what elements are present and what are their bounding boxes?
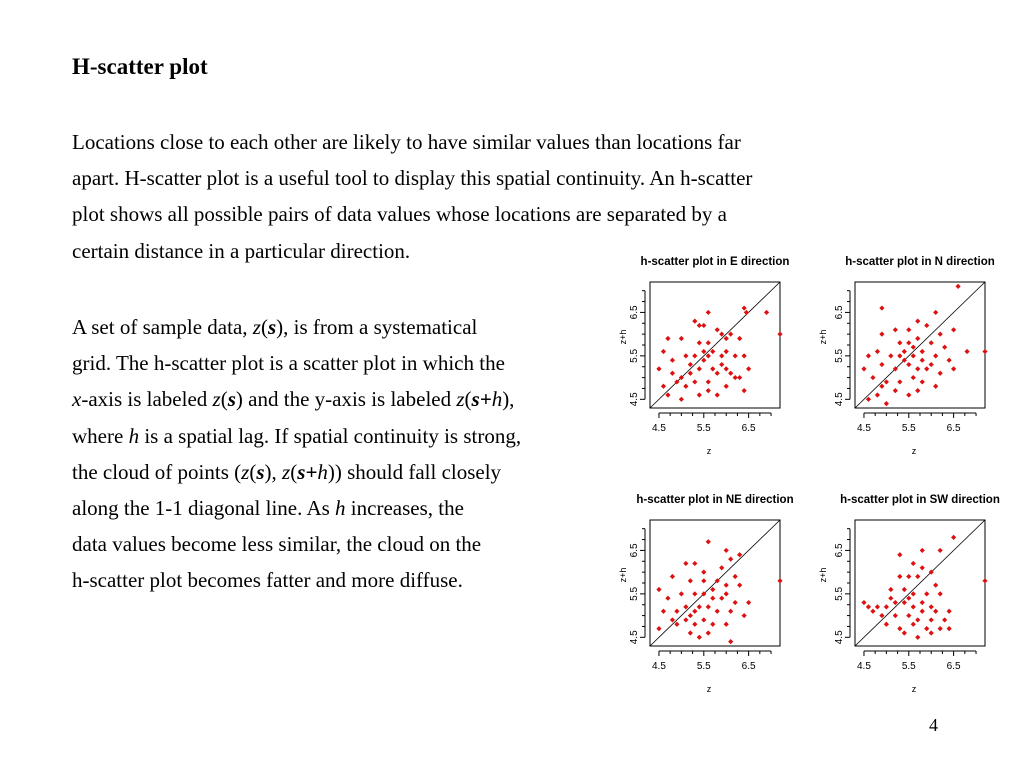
text-run: z <box>282 459 291 484</box>
data-point <box>947 609 952 614</box>
data-point <box>911 604 916 609</box>
data-point <box>737 375 742 380</box>
data-point <box>701 358 706 363</box>
chart-title: h-scatter plot in E direction <box>640 256 790 268</box>
chart-title: h-scatter plot in NE direction <box>636 494 794 506</box>
data-point <box>692 353 697 358</box>
x-tick-label: 5.5 <box>901 661 916 672</box>
text-run: h <box>317 459 328 484</box>
data-point <box>710 596 715 601</box>
data-point <box>665 596 670 601</box>
data-point <box>906 362 911 367</box>
data-point <box>706 310 711 315</box>
data-point <box>742 353 747 358</box>
data-point <box>670 574 675 579</box>
data-point <box>884 622 889 627</box>
data-point <box>692 561 697 566</box>
data-point <box>902 600 907 605</box>
text-run: is a spatial lag. If spatial continuity is strong, <box>139 423 522 448</box>
data-point <box>866 604 871 609</box>
x-axis-label: z <box>911 684 917 694</box>
data-point <box>764 310 769 315</box>
data-point <box>724 366 729 371</box>
data-point <box>884 604 889 609</box>
data-point <box>724 384 729 389</box>
x-tick-label: 6.5 <box>741 661 756 672</box>
data-point <box>924 591 929 596</box>
h-scatter-panel <box>818 494 1000 694</box>
text-run: -axis is labeled <box>81 387 213 412</box>
data-point <box>697 340 702 345</box>
data-point <box>701 349 706 354</box>
data-point <box>719 332 724 337</box>
data-point <box>920 349 925 354</box>
x-tick-label: 4.5 <box>652 661 666 672</box>
data-point <box>670 617 675 622</box>
text-run: ( <box>220 387 228 412</box>
data-point <box>746 600 751 605</box>
data-point <box>947 626 952 631</box>
data-point <box>679 336 684 341</box>
text-run: A set of sample data, <box>72 315 253 339</box>
data-point <box>902 630 907 635</box>
y-tick-label: 4.5 <box>834 630 845 645</box>
data-point <box>938 626 943 631</box>
data-point <box>688 362 693 367</box>
data-point <box>897 340 902 345</box>
data-point <box>897 626 902 631</box>
text-run: s+ <box>471 387 492 412</box>
data-point <box>915 319 920 324</box>
data-point <box>906 392 911 397</box>
data-point <box>724 591 729 596</box>
data-point <box>861 366 866 371</box>
data-point <box>884 401 889 406</box>
data-point <box>906 574 911 579</box>
chart-title: h-scatter plot in N direction <box>845 256 995 268</box>
text-run: z <box>456 387 465 412</box>
data-point <box>920 548 925 553</box>
data-point <box>915 574 920 579</box>
text-run: h <box>128 423 140 448</box>
diagonal-line <box>650 282 780 408</box>
data-point <box>701 578 706 583</box>
data-point <box>737 336 742 341</box>
data-point <box>906 596 911 601</box>
data-point <box>875 392 880 397</box>
data-point <box>888 587 893 592</box>
y-tick-label: 5.5 <box>834 586 845 601</box>
text-run: ( <box>260 315 268 339</box>
data-point <box>683 561 688 566</box>
diagonal-line <box>650 520 780 646</box>
data-point <box>879 332 884 337</box>
data-point <box>897 353 902 358</box>
text-run: ) and the y-axis is labeled <box>235 387 457 412</box>
data-point <box>906 327 911 332</box>
data-point <box>692 622 697 627</box>
data-point <box>938 371 943 376</box>
data-point <box>661 609 666 614</box>
data-point <box>893 388 898 393</box>
data-point <box>706 630 711 635</box>
y-tick-label: 5.5 <box>834 348 845 363</box>
data-point <box>893 600 898 605</box>
data-point <box>982 578 987 583</box>
data-point <box>688 630 693 635</box>
text-run: data values become less similar, the cloud on the <box>72 532 482 557</box>
data-point <box>902 587 907 592</box>
data-point <box>933 583 938 588</box>
data-point <box>742 305 747 310</box>
data-point <box>706 539 711 544</box>
data-point <box>942 345 947 350</box>
data-point <box>656 587 661 592</box>
x-tick-label: 6.5 <box>946 423 961 434</box>
y-axis-label: z+h <box>618 329 628 345</box>
data-point <box>982 349 987 354</box>
text-run: grid. The h-scatter plot is a scatter plot in which the <box>72 351 505 376</box>
data-point <box>866 397 871 402</box>
y-axis-label: z+h <box>818 567 828 583</box>
data-point <box>670 371 675 376</box>
data-point <box>710 349 715 354</box>
text-run: s <box>267 315 277 339</box>
data-point <box>706 388 711 393</box>
h-scatter-panel <box>818 256 995 456</box>
data-point <box>929 340 934 345</box>
data-point <box>746 366 751 371</box>
data-point <box>706 353 711 358</box>
data-point <box>920 379 925 384</box>
text-run: h-scatter plot becomes fatter and more diffuse. <box>72 568 463 593</box>
y-tick-label: 6.5 <box>834 305 845 320</box>
y-axis-label: z+h <box>818 329 828 345</box>
text-run: z <box>241 459 250 484</box>
data-point <box>728 371 733 376</box>
data-point <box>875 604 880 609</box>
data-point <box>906 340 911 345</box>
text-run: ( <box>290 459 298 484</box>
data-point <box>715 609 720 614</box>
data-point <box>674 622 679 627</box>
data-point <box>692 319 697 324</box>
data-point <box>933 353 938 358</box>
data-point <box>897 552 902 557</box>
data-point <box>692 379 697 384</box>
intro-line: apart. H-scatter plot is a useful tool to display this spatial continuity. An h-scatter <box>72 166 753 191</box>
text-run: ( <box>464 387 472 412</box>
data-point <box>733 574 738 579</box>
data-point <box>670 358 675 363</box>
data-point <box>710 587 715 592</box>
x-tick-label: 5.5 <box>696 661 711 672</box>
data-point <box>920 565 925 570</box>
data-point <box>701 323 706 328</box>
data-point <box>665 392 670 397</box>
h-scatter-panel <box>618 256 789 456</box>
text-run: ( <box>249 459 257 484</box>
data-point <box>706 604 711 609</box>
data-point <box>929 604 934 609</box>
data-point <box>697 604 702 609</box>
diagonal-line <box>855 282 985 408</box>
data-point <box>866 353 871 358</box>
data-point <box>710 622 715 627</box>
data-point <box>661 384 666 389</box>
data-point <box>728 332 733 337</box>
data-point <box>933 384 938 389</box>
y-axis-label: z+h <box>618 567 628 583</box>
data-point <box>915 388 920 393</box>
data-point <box>656 366 661 371</box>
x-tick-label: 4.5 <box>857 661 871 672</box>
data-point <box>893 613 898 618</box>
x-axis-label: z <box>911 446 917 456</box>
y-tick-label: 4.5 <box>629 392 640 407</box>
data-point <box>929 617 934 622</box>
text-run: increases, the <box>345 496 464 521</box>
data-point <box>911 345 916 350</box>
data-point <box>656 626 661 631</box>
text-run: ), <box>264 459 283 484</box>
text-run: s <box>227 387 236 412</box>
data-point <box>884 379 889 384</box>
text-run: x <box>72 387 82 412</box>
data-point <box>719 362 724 367</box>
chart-title: h-scatter plot in SW direction <box>840 494 1000 506</box>
intro-line: Locations close to each other are likely to have similar values than locations far <box>72 130 741 154</box>
data-point <box>951 327 956 332</box>
y-tick-label: 6.5 <box>629 305 640 320</box>
data-point <box>964 349 969 354</box>
data-point <box>897 379 902 384</box>
data-point <box>924 626 929 631</box>
data-point <box>951 535 956 540</box>
data-point <box>933 310 938 315</box>
data-point <box>692 591 697 596</box>
data-point <box>737 583 742 588</box>
data-point <box>728 557 733 562</box>
data-point <box>733 375 738 380</box>
text-run: h <box>491 387 503 412</box>
data-point <box>924 323 929 328</box>
data-point <box>870 375 875 380</box>
data-point <box>888 596 893 601</box>
data-point <box>951 366 956 371</box>
data-point <box>733 600 738 605</box>
data-point <box>911 375 916 380</box>
x-tick-label: 4.5 <box>652 423 666 434</box>
text-run: z <box>212 387 221 412</box>
data-point <box>683 617 688 622</box>
data-point <box>902 349 907 354</box>
y-tick-label: 5.5 <box>629 586 640 601</box>
data-point <box>915 635 920 640</box>
y-tick-label: 4.5 <box>834 392 845 407</box>
y-tick-label: 6.5 <box>629 543 640 558</box>
data-point <box>728 609 733 614</box>
data-point <box>911 561 916 566</box>
text-run: ), <box>502 387 515 412</box>
data-point <box>683 353 688 358</box>
data-point <box>724 548 729 553</box>
text-run: along the 1-1 diagonal line. As <box>72 496 336 521</box>
diagonal-line <box>855 520 985 646</box>
data-point <box>947 358 952 363</box>
data-point <box>683 604 688 609</box>
data-point <box>688 371 693 376</box>
data-point <box>724 336 729 341</box>
data-point <box>915 336 920 341</box>
data-point <box>879 613 884 618</box>
text-run: s+ <box>297 459 318 484</box>
x-tick-label: 6.5 <box>946 661 961 672</box>
data-point <box>701 570 706 575</box>
data-point <box>911 622 916 627</box>
data-point <box>920 358 925 363</box>
data-point <box>661 349 666 354</box>
data-point <box>715 392 720 397</box>
x-tick-label: 4.5 <box>857 423 871 434</box>
text-run: s <box>256 459 265 484</box>
intro-line: certain distance in a particular direction. <box>72 238 411 263</box>
data-point <box>724 349 729 354</box>
data-point <box>897 574 902 579</box>
y-tick-label: 4.5 <box>629 630 640 645</box>
data-point <box>706 340 711 345</box>
data-point <box>724 622 729 627</box>
data-point <box>929 630 934 635</box>
data-point <box>724 583 729 588</box>
data-point <box>719 565 724 570</box>
text-run: )) should fall closely <box>327 459 502 484</box>
x-tick-label: 5.5 <box>696 423 711 434</box>
data-point <box>956 284 961 289</box>
data-point <box>697 392 702 397</box>
data-point <box>688 613 693 618</box>
data-point <box>875 349 880 354</box>
data-point <box>719 596 724 601</box>
x-tick-label: 6.5 <box>741 423 756 434</box>
text-run: z <box>252 315 261 339</box>
text-run: h <box>335 496 346 521</box>
data-point <box>879 305 884 310</box>
data-point <box>715 327 720 332</box>
data-point <box>938 548 943 553</box>
data-point <box>879 362 884 367</box>
data-point <box>938 332 943 337</box>
data-point <box>744 310 749 315</box>
data-point <box>861 600 866 605</box>
text-run: where <box>72 423 129 448</box>
data-point <box>706 379 711 384</box>
data-point <box>777 332 782 337</box>
data-point <box>737 552 742 557</box>
intro-line: plot shows all possible pairs of data values whose locations are separated by a <box>72 202 727 227</box>
data-point <box>728 639 733 644</box>
data-point <box>915 366 920 371</box>
data-point <box>715 371 720 376</box>
data-point <box>688 578 693 583</box>
text-run: ), is from a systematical <box>276 315 478 339</box>
data-point <box>742 613 747 618</box>
data-point <box>777 578 782 583</box>
data-point <box>929 362 934 367</box>
data-point <box>906 613 911 618</box>
y-tick-label: 5.5 <box>629 348 640 363</box>
data-point <box>692 609 697 614</box>
data-point <box>933 609 938 614</box>
data-point <box>920 600 925 605</box>
page-number: 4 <box>929 715 938 735</box>
data-point <box>719 353 724 358</box>
data-point <box>911 353 916 358</box>
data-point <box>920 609 925 614</box>
y-tick-label: 6.5 <box>834 543 845 558</box>
data-point <box>665 336 670 341</box>
data-point <box>879 384 884 389</box>
data-point <box>683 384 688 389</box>
data-point <box>938 591 943 596</box>
x-axis-label: z <box>706 446 712 456</box>
data-point <box>697 366 702 371</box>
data-point <box>888 353 893 358</box>
data-point <box>710 366 715 371</box>
data-point <box>870 609 875 614</box>
data-point <box>679 591 684 596</box>
data-point <box>893 327 898 332</box>
text-run: the cloud of points ( <box>72 459 242 484</box>
data-point <box>697 323 702 328</box>
x-axis-label: z <box>706 684 712 694</box>
data-point <box>911 591 916 596</box>
data-point <box>733 353 738 358</box>
data-point <box>674 609 679 614</box>
data-point <box>942 617 947 622</box>
data-point <box>742 388 747 393</box>
data-point <box>915 617 920 622</box>
data-point <box>679 397 684 402</box>
h-scatter-panel <box>618 494 794 694</box>
data-point <box>697 635 702 640</box>
data-point <box>701 617 706 622</box>
slide-title: H-scatter plot <box>72 54 208 79</box>
x-tick-label: 5.5 <box>901 423 916 434</box>
data-point <box>924 366 929 371</box>
